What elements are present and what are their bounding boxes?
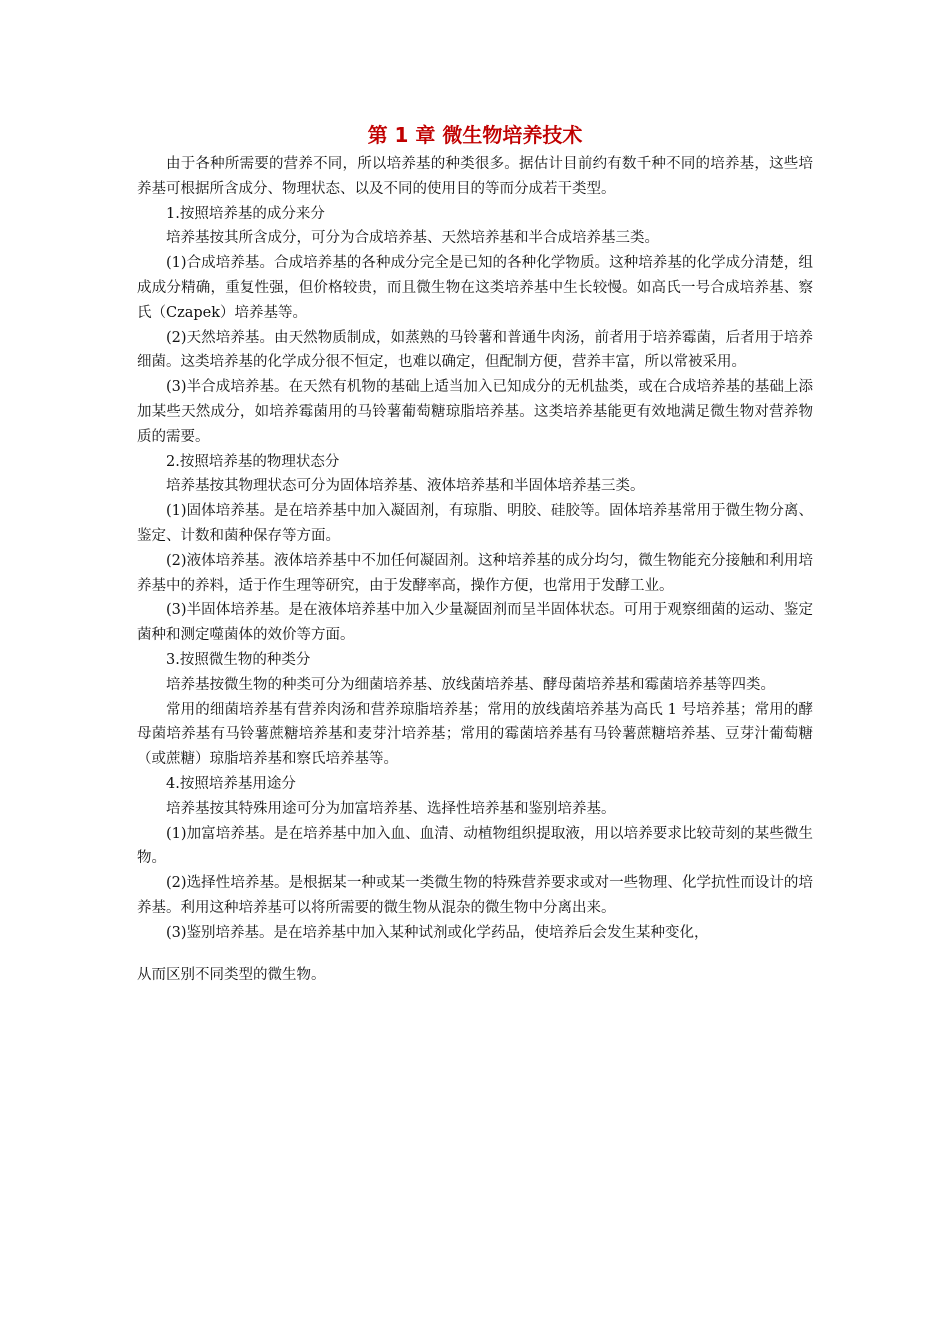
paragraph: (2)液体培养基。液体培养基中不加任何凝固剂。这种培养基的成分均匀，微生物能充分接触和利用培养基中的养料，适于作生理等研究，由于发酵率高，操作方便，也常用于发酵工业。 <box>137 552 813 594</box>
intro-paragraph: 由于各种所需要的营养不同，所以培养基的种类很多。据估计目前约有数千种不同的培养基，这些培养基可根据所含成分、物理状态、以及不同的使用目的等而分成若干类型。 <box>137 156 813 197</box>
paragraph: 培养基按其所含成分，可分为合成培养基、天然培养基和半合成培养基三类。 <box>166 230 659 247</box>
paragraph: 常用的细菌培养基有营养肉汤和营养琼脂培养基；常用的放线菌培养基为高氏 1 号培养基；常用的酵母菌培养基有马铃薯蔗糖培养基和麦芽汁培养基；常用的霉菌培养基有马铃薯蔗糖培养基、豆芽汁葡萄糖（或蔗糖）琼脂培养基和察氏培养基等。 <box>137 701 813 768</box>
paragraph: 培养基按其物理状态可分为固体培养基、液体培养基和半固体培养基三类。 <box>166 478 645 495</box>
paragraph: 培养基按微生物的种类可分为细菌培养基、放线菌培养基、酵母菌培养基和霉菌培养基等四类。 <box>166 676 775 693</box>
paragraph: (1)固体培养基。是在培养基中加入凝固剂，有琼脂、明胶、硅胶等。固体培养基常用于微生物分离、鉴定、计数和菌种保存等方面。 <box>137 503 813 544</box>
paragraph: 培养基按其特殊用途可分为加富培养基、选择性培养基和鉴别培养基。 <box>166 800 616 817</box>
paragraph: (3)半合成培养基。在天然有机物的基础上适当加入已知成分的无机盐类，或在合成培养基的基础上添加某些天然成分，如培养霉菌用的马铃薯葡萄糖琼脂培养基。这类培养基能更有效地满足微生物对营养物质的需要。 <box>137 379 813 445</box>
paragraph: (2)选择性培养基。是根据某一种或某一类微生物的特殊营养要求或对一些物理、化学抗性而设计的培养基。利用这种培养基可以将所需要的微生物从混杂的微生物中分离出来。 <box>137 875 813 916</box>
chapter-title: 第 1 章 微生物培养技术 <box>367 123 583 147</box>
paragraph: (3)鉴别培养基。是在培养基中加入某种试剂或化学药品，使培养后会发生某种变化， <box>166 924 709 941</box>
section-heading-2: 2.按照培养基的物理状态分 <box>166 453 340 470</box>
paragraph: (2)天然培养基。由天然物质制成，如蒸熟的马铃薯和普通牛肉汤，前者用于培养霉菌，后者用于培养细菌。这类培养基的化学成分很不恒定，也难以确定，但配制方便，营养丰富，所以常被采用。 <box>137 329 813 371</box>
paragraph: (3)半固体培养基。是在液体培养基中加入少量凝固剂而呈半固体状态。可用于观察细菌的运动、鉴定菌种和测定噬菌体的效价等方面。 <box>137 602 813 644</box>
paragraph-continuation: 从而区别不同类型的微生物。 <box>137 966 326 983</box>
paragraph: (1)加富培养基。是在培养基中加入血、血清、动植物组织提取液，用以培养要求比较苛刻的某些微生物。 <box>137 825 813 867</box>
document-page <box>137 120 813 987</box>
section-heading-4: 4.按照培养基用途分 <box>166 775 296 792</box>
section-heading-1: 1.按照培养基的成分来分 <box>166 205 325 222</box>
section-heading-3: 3.按照微生物的种类分 <box>166 651 311 668</box>
paragraph: (1)合成培养基。合成培养基的各种成分完全是已知的各种化学物质。这种培养基的化学成分清楚，组成成分精确，重复性强，但价格较贵，而且微生物在这类培养基中生长较慢。如高氏一号合成培养基、察氏（Czapek）培养基等。 <box>137 255 813 321</box>
